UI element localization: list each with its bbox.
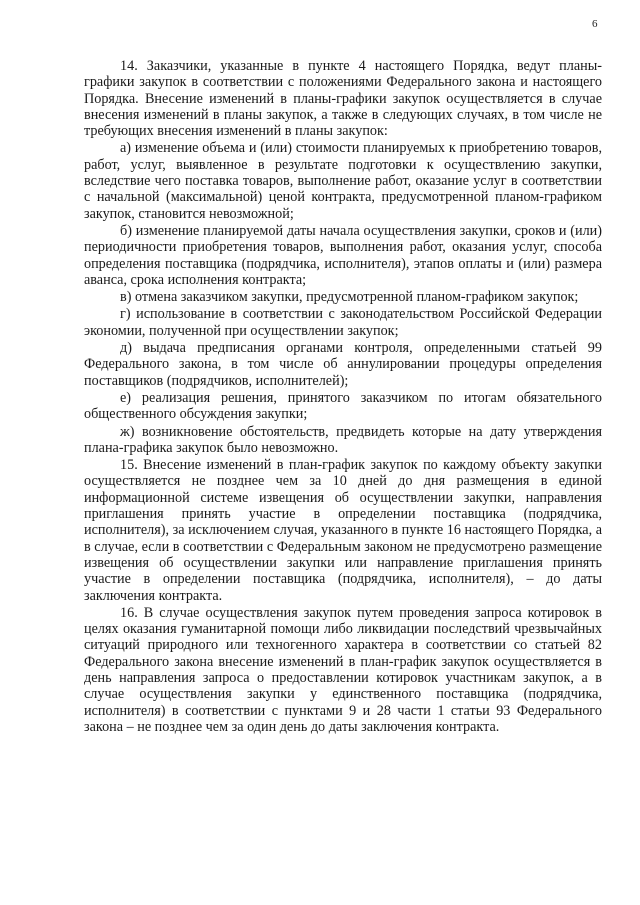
- paragraph-14: 14. Заказчики, указанные в пункте 4 настоящего Порядка, ведут планы-графики закупок в соответствии с положениями Федерального закона и настоящего Порядка. Внесение изменений в планы-графики закупок осуществляется в случае внесения изменений в планы закупок, а также в следующих случаях, в том числе не требующих внесения изменений в планы закупок:: [84, 58, 602, 140]
- paragraph-16: 16. В случае осуществления закупок путем проведения запроса котировок в целях оказания гуманитарной помощи либо ликвидации последствий чрезвычайных ситуаций природного или техногенного характера в соответствии со статьей 82 Федерального закона внесение изменений в план-график закупок осуществляется в день направления запроса о предоставлении котировок участникам закупок, а в случае осуществления закупки у единственного поставщика (подрядчика, исполнителя) в соответствии с пунктами 9 и 28 части 1 статьи 93 Федерального закона – не позднее чем за один день до даты заключения контракта.: [84, 604, 602, 735]
- paragraph-14-d: д) выдача предписания органами контроля, определенными статьей 99 Федерального закона, в том числе об аннулировании процедуры определения поставщиков (подрядчиков, исполнителей);: [84, 340, 602, 389]
- paragraph-14-e: е) реализация решения, принятого заказчиком по итогам обязательного общественного обсуждения закупки;: [84, 389, 602, 423]
- page-number: 6: [592, 18, 598, 30]
- paragraph-15: 15. Внесение изменений в план-график закупок по каждому объекту закупки осуществляется не позднее чем за 10 дней до дня размещения в единой информационной системе извещения об осуществлении закупки, направления приглашения принять участие в определении поставщика (подрядчика, исполнителя), за исключением случая, указанного в пункте 16 настоящего Порядка, а в случае, если в соответствии с Федеральным законом не предусмотрено размещение извещения об осуществлении закупки или направление приглашения принять участие в определении поставщика (подрядчика, исполнителя), – до даты заключения контракта.: [84, 457, 602, 604]
- paragraph-14-b: б) изменение планируемой даты начала осуществления закупки, сроков и (или) периодичности приобретения товаров, выполнения работ, оказания услуг, способа определения поставщика (подрядчика, исполнителя), этапов оплаты и (или) размера аванса, срока исполнения контракта;: [84, 222, 602, 288]
- paragraph-14-v: в) отмена заказчиком закупки, предусмотренной планом-графиком закупок;: [120, 289, 579, 306]
- paragraph-14-a: а) изменение объема и (или) стоимости планируемых к приобретению товаров, работ, услуг, выявленное в результате подготовки к осуществлению закупки, вследствие чего поставка товаров, выполнение работ, оказание услуг в соответствии с начальной (максимальной) ценой контракта, предусмотренной планом-графиком закупок, становится невозможной;: [84, 140, 602, 222]
- document-body: [84, 58, 602, 736]
- paragraph-14-g: г) использование в соответствии с законодательством Российской Федерации экономии, полученной при осуществлении закупок;: [84, 306, 602, 339]
- paragraph-14-zh: ж) возникновение обстоятельств, предвидеть которые на дату утверждения плана-графика закупок было невозможно.: [84, 423, 602, 456]
